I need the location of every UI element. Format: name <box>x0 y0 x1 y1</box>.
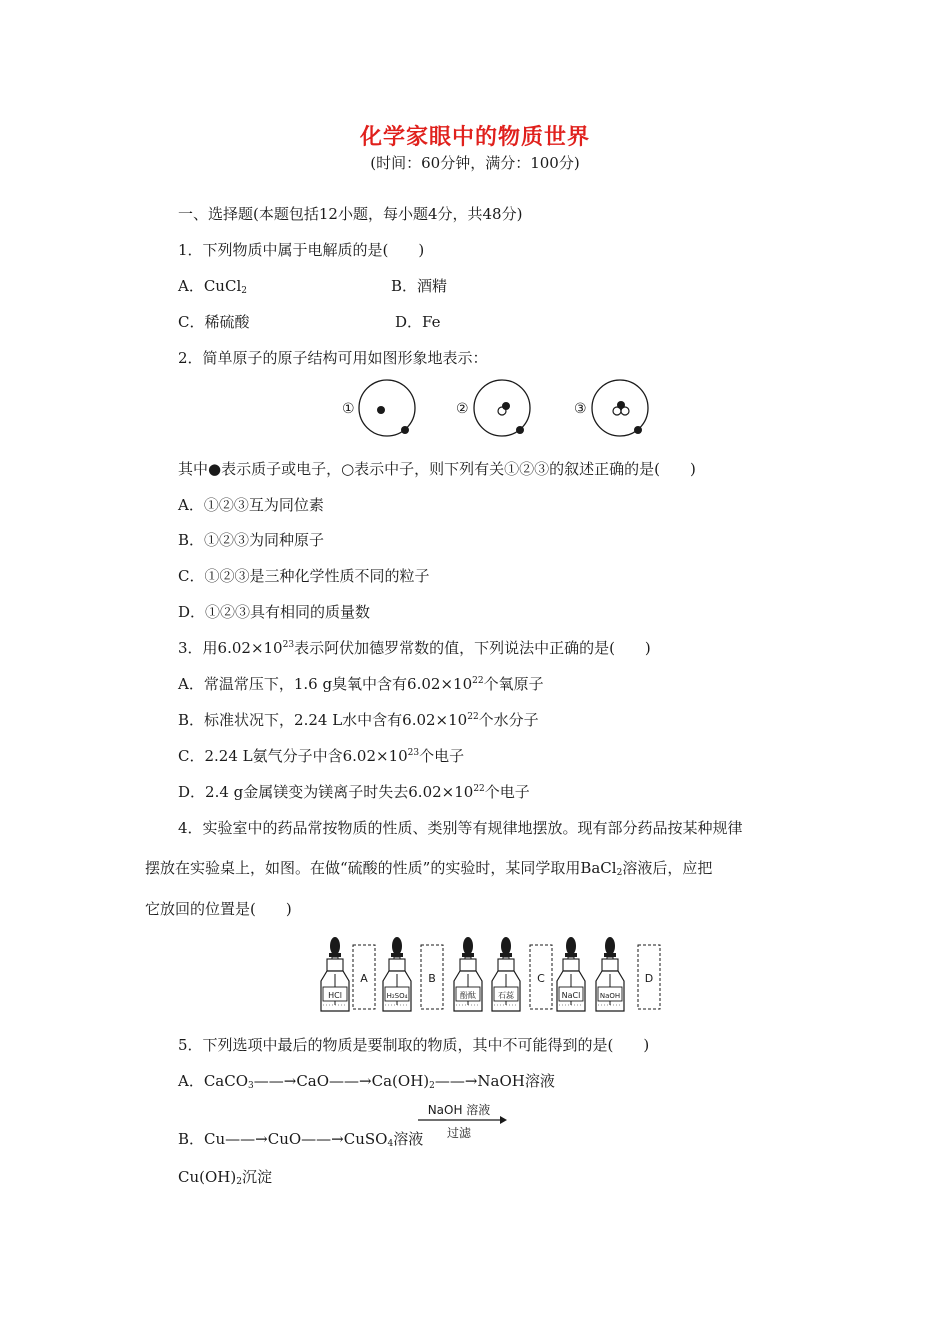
atom-3-electron <box>634 426 642 434</box>
svg-text:H₂SO₄: H₂SO₄ <box>386 992 408 1000</box>
atom-1-proton <box>377 406 385 414</box>
reagent-shelf-figure <box>318 935 666 1015</box>
bottle-litmus <box>492 937 520 1011</box>
q5-stem: 5．下列选项中最后的物质是要制取的物质，其中不可能得到的是( ) <box>178 1036 650 1054</box>
atom-3-proton <box>617 401 625 409</box>
q3-stem: 3．用$6.02\times 10^{23}$表示阿伏加德罗常数的值，下列说法中正确的是( ) <box>178 639 651 657</box>
q1-stem: 1．下列物质中属于电解质的是( ) <box>178 241 425 259</box>
q5-option-b-continued: $Cu(OH)_2$沉淀 <box>178 1168 272 1187</box>
q2-description: 其中●表示质子或电子，○表示中子，则下列有关①②③的叙述正确的是( ) <box>178 460 696 478</box>
q3-option-b: B．标准状况下，2.24 L水中含有$6.02\times 10^{22}$个水分子 <box>178 711 539 729</box>
svg-text:HCl: HCl <box>328 991 342 1000</box>
q3-option-d: D．2.4 g金属镁变为镁离子时失去$6.02\times 10^{22}$个电子 <box>178 783 530 801</box>
q1-option-b: B．酒精 <box>391 277 448 295</box>
page-subtitle: (时间：60分钟，满分：100分) <box>370 154 580 172</box>
q4-stem-line3: 它放回的位置是( ) <box>145 900 292 918</box>
bottle-nacl <box>557 937 585 1011</box>
bottle-naoh <box>596 937 624 1011</box>
atom-3-label: ③ <box>574 401 587 417</box>
arrow-condition-top: NaOH 溶液 <box>427 1103 491 1117</box>
svg-text:C: C <box>537 972 545 985</box>
q2-option-a: A．①②③互为同位素 <box>178 496 324 514</box>
atom-1-electron <box>401 426 409 434</box>
svg-text:NaCl: NaCl <box>561 991 581 1000</box>
slot-a <box>353 945 375 1009</box>
bottle-phenolphthalein <box>454 937 482 1011</box>
q2-option-d: D．①②③具有相同的质量数 <box>178 603 371 621</box>
q4-stem-line1: 4．实验室中的药品常按物质的性质、类别等有规律地摆放。现有部分药品按某种规律 <box>178 819 743 837</box>
section-heading: 一、选择题(本题包括12小题，每小题4分，共48分) <box>178 205 523 223</box>
atom-structure-figure <box>336 376 666 442</box>
slot-d <box>638 945 660 1009</box>
bottle-hcl <box>321 937 349 1011</box>
q2-option-b: B．①②③为同种原子 <box>178 531 325 549</box>
q1-option-d: D．Fe <box>395 313 441 331</box>
bottle-h2so4 <box>383 937 411 1011</box>
page-title: 化学家眼中的物质世界 <box>359 125 590 150</box>
slot-b <box>421 945 443 1009</box>
atom-1-label: ① <box>342 401 355 417</box>
svg-text:A: A <box>360 972 368 985</box>
svg-text:石蕊: 石蕊 <box>498 991 514 1000</box>
q2-stem: 2．简单原子的原子结构可用如图形象地表示： <box>178 349 488 367</box>
atom-2-proton <box>502 402 510 410</box>
q5-option-a: A．$CaCO_3——\to CaO——\to Ca(OH)_2——\to NaOH$溶液 <box>178 1072 555 1091</box>
q4-stem-line2: 摆放在实验桌上，如图。在做“硫酸的性质”的实验时，某同学取用BaCl$_2$溶液后，应把 <box>145 859 713 878</box>
arrow-condition-bottom: 过滤 <box>446 1126 472 1140</box>
svg-text:B: B <box>428 972 436 985</box>
q5-option-b: B．Cu——→CuO——→CuSO$_4$溶液 <box>178 1130 424 1149</box>
q1-option-c: C．稀硫酸 <box>178 313 250 331</box>
svg-text:酚酞: 酚酞 <box>460 991 476 1000</box>
atom-2-label: ② <box>456 401 469 417</box>
q3-option-c: C．2.24 L氨气分子中含$6.02\times 10^{23}$个电子 <box>178 747 465 765</box>
reaction-arrow <box>414 1100 510 1144</box>
svg-text:NaOH: NaOH <box>599 992 621 1000</box>
q3-option-a: A．常温常压下，1.6 g臭氧中含有$6.02\times 10^{22}$个氧原子 <box>178 675 544 693</box>
svg-text:D: D <box>644 972 654 985</box>
q1-option-a: A．CuCl$_2$ <box>178 277 247 296</box>
q2-option-c: C．①②③是三种化学性质不同的粒子 <box>178 567 430 585</box>
slot-c <box>530 945 552 1009</box>
atom-2-electron <box>516 426 524 434</box>
